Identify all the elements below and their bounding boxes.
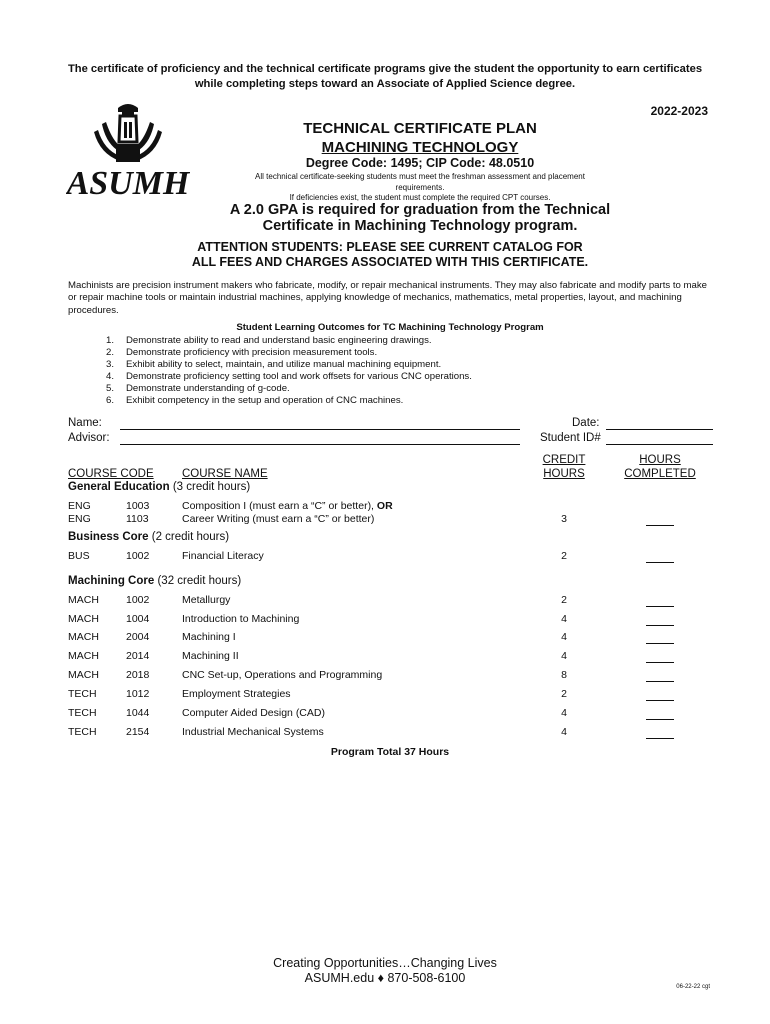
hours-completed-blank[interactable] <box>646 662 674 663</box>
slo-item: 2. Demonstrate proficiency with precision measurement tools. <box>105 347 378 358</box>
footer-contact: ASUMH.edu ♦ 870-508-6100 <box>304 971 466 985</box>
credit-hours: 4 <box>561 650 567 662</box>
slo-item: 1. Demonstrate ability to read and understand basic engineering drawings. <box>105 335 432 346</box>
credit-hours: 4 <box>561 707 567 719</box>
course-number: 2154 <box>126 726 150 738</box>
credit-hours: 2 <box>561 594 567 606</box>
course-dept: MACH <box>68 594 99 606</box>
course-name: Machining I <box>182 631 236 643</box>
academic-year: 2022-2023 <box>650 104 708 118</box>
machining-core-heading: Machining Core (32 credit hours) <box>68 575 242 587</box>
table-row: ENG <box>68 513 91 525</box>
credit-hours: 4 <box>561 613 567 625</box>
credit-hours: 2 <box>561 550 567 562</box>
course-name: Composition I (must earn a “C” or better), OR <box>182 500 393 512</box>
slo-item: 3. Exhibit ability to select, maintain, and utilize manual machining equipment. <box>105 359 442 370</box>
hours-completed-blank[interactable] <box>646 562 674 563</box>
slo-item: 6. Exhibit competency in the setup and operation of CNC machines. <box>105 395 404 406</box>
attention-notice <box>150 240 630 270</box>
degree-code: Degree Code: 1495; CIP Code: 48.0510 <box>305 156 535 170</box>
program-description: Machinists are precision instrument makers who fabricate, modify, or repair mechanical instruments. They may also fabricate and modify parts to make or repair machine tools or maintain industrial machines, applying knowledge of mechanics, mathematics, metal properties, layout, and machining procedures. <box>68 280 707 316</box>
program-title: MACHINING TECHNOLOGY <box>321 139 519 156</box>
course-dept: MACH <box>68 669 99 681</box>
course-name: Machining II <box>182 650 239 662</box>
course-name: Financial Literacy <box>182 550 264 562</box>
course-name: Metallurgy <box>182 594 231 606</box>
course-number: 2004 <box>126 631 150 643</box>
credit-hours: 4 <box>561 726 567 738</box>
slo-item: 5. Demonstrate understanding of g-code. <box>105 383 290 394</box>
credit-hours: 4 <box>561 631 567 643</box>
asumh-logo <box>66 100 190 200</box>
hours-completed-blank[interactable] <box>646 681 674 682</box>
name-label: Name: <box>68 417 102 429</box>
footer <box>200 956 570 986</box>
course-name: Industrial Mechanical Systems <box>182 726 324 738</box>
logo-wordmark: ASUMH <box>66 165 190 200</box>
hours-completed-blank[interactable] <box>646 738 674 739</box>
gpa-note: A 2.0 GPA is required for graduation from the Technical Certificate in Machining Technology program. <box>229 202 611 234</box>
course-number: 1044 <box>126 707 150 719</box>
course-number: 1004 <box>126 613 150 625</box>
plan-title: TECHNICAL CERTIFICATE PLAN <box>303 120 537 137</box>
course-dept: TECH <box>68 726 97 738</box>
credit-hours: 8 <box>561 669 567 681</box>
course-dept: BUS <box>68 550 90 562</box>
course-number: 2014 <box>126 650 150 662</box>
deficiency-note: If deficiencies exist, the student must complete the required CPT courses. <box>289 193 551 202</box>
student-id-field[interactable] <box>606 444 713 445</box>
course-number: 1012 <box>126 688 150 700</box>
hours-completed-blank[interactable] <box>646 606 674 607</box>
course-name: Employment Strategies <box>182 688 291 700</box>
credit-hours-header: CREDIT HOURS <box>542 454 586 480</box>
footer-slogan: Creating Opportunities…Changing Lives <box>273 956 497 970</box>
course-number: 1002 <box>126 594 150 606</box>
student-id-label: Student ID# <box>540 432 601 444</box>
business-core-heading: Business Core (2 credit hours) <box>68 531 230 543</box>
course-name-header: COURSE NAME <box>182 468 268 480</box>
course-name: CNC Set-up, Operations and Programming <box>182 669 383 681</box>
course-name: Career Writing (must earn a “C” or better) <box>182 513 375 525</box>
slo-list <box>88 335 472 407</box>
date-label: Date: <box>572 417 600 429</box>
course-dept: MACH <box>68 650 99 662</box>
course-number: 1103 <box>126 513 149 525</box>
course-dept: TECH <box>68 707 97 719</box>
course-dept: MACH <box>68 613 99 625</box>
course-name: Introduction to Machining <box>182 613 300 625</box>
hours-completed-blank[interactable] <box>646 700 674 701</box>
name-field[interactable] <box>120 429 520 430</box>
gen-ed-heading: General Education (3 credit hours) <box>68 481 251 493</box>
hours-completed-blank[interactable] <box>646 625 674 626</box>
hours-completed-blank[interactable] <box>646 719 674 720</box>
hours-completed-blank[interactable] <box>646 525 674 526</box>
table-row: ENG <box>68 500 91 512</box>
hours-completed-blank[interactable] <box>646 643 674 644</box>
course-number: 1002 <box>126 550 150 562</box>
date-field[interactable] <box>606 429 713 430</box>
course-number: 2018 <box>126 669 150 681</box>
program-total: Program Total 37 Hours <box>330 746 450 758</box>
advisor-field[interactable] <box>120 444 520 445</box>
slo-item: 4. Demonstrate proficiency setting tool and work offsets for various CNC operations. <box>105 371 472 382</box>
assessment-note: All technical certificate-seeking students must meet the freshman assessment and placement requirements. <box>255 172 585 192</box>
credit-hours: 3 <box>561 513 567 525</box>
intro-text: The certificate of proficiency and the technical certificate programs give the student the opportunity to earn certificates while completing steps toward an Associate of Applied Science degree. <box>67 63 703 90</box>
course-number: 1003 <box>126 500 150 512</box>
hours-completed-header: HOURS COMPLETED <box>624 454 696 480</box>
credit-hours: 2 <box>561 688 567 700</box>
attention-line-2: ALL FEES AND CHARGES ASSOCIATED WITH THIS CERTIFICATE. <box>191 255 589 269</box>
attention-line-1: ATTENTION STUDENTS: PLEASE SEE CURRENT CATALOG FOR <box>197 240 583 254</box>
revision-code: 06-22-22 cgt <box>676 984 710 990</box>
course-code-header: COURSE CODE <box>68 468 154 480</box>
slo-heading: Student Learning Outcomes for TC Machining Technology Program <box>236 322 544 333</box>
course-dept: MACH <box>68 631 99 643</box>
course-name: Computer Aided Design (CAD) <box>182 707 325 719</box>
course-dept: TECH <box>68 688 97 700</box>
advisor-label: Advisor: <box>68 432 110 444</box>
